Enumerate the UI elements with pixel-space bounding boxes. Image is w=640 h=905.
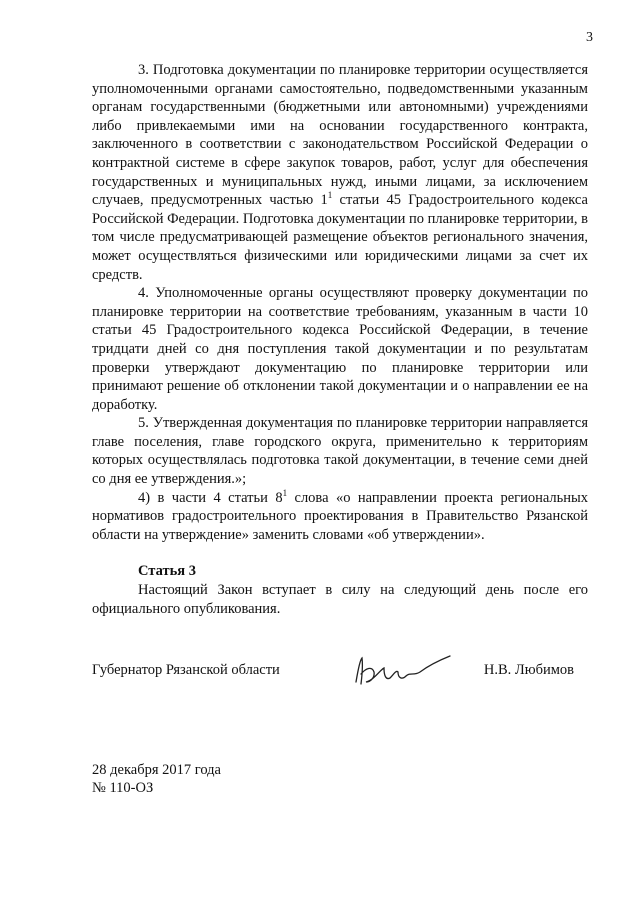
document-number: № 110-ОЗ [92,780,154,796]
item-number: 5. [138,415,149,432]
item-number: 3. [138,62,149,78]
article-text: Настоящий Закон вступает в силу на следующий день после его официального опубликования. [92,582,588,617]
item-number: 4. [138,285,149,302]
paragraph-text-continued: статьи 45 Градостроительного кодекса Российской Федерации. Подготовка документации по планировке территории, в том числе предусматривающей размещение объектов регионального значения, может осуществляться физическими или юридическими лицами за счет их средств. [92,192,588,283]
document-date: 28 декабря 2017 года [92,762,221,778]
article-title: Статья 3 [138,563,196,580]
paragraph-text: в части 4 статьи 8 [157,489,283,506]
document-footer [92,761,221,797]
superscript: 1 [282,487,288,498]
paragraph-item-4 [92,284,588,414]
paragraph-item-3 [92,61,588,284]
document-body [92,61,588,618]
paragraph-text: Уполномоченные органы осуществляют проверку документации по планировке территории на соответствие требованиям, указанным в части 10 статьи 45 Градостроительного кодекса Российской Федерации, в течение тридцати дней со дня поступления такой документации и по результатам проверки утверждают документацию по планировке территории или принимают решение об отклонении такой документации и о направлении ее на доработку. [92,285,589,413]
superscript: 1 [327,190,333,201]
signature-block [92,662,588,702]
governor-name: Н.В. Любимов [483,662,574,678]
paragraph-item-5 [92,414,588,488]
paragraph-subitem-4 [92,489,588,545]
item-number: 4) [138,489,151,506]
governor-title: Губернатор Рязанской области [92,662,280,678]
paragraph-text-continued: слова «о направлении проекта региональных нормативов градостроительного проектирования в Правительство Рязанской области на утверждение» заменить словами «об утверждении». [92,489,589,543]
handwritten-signature-icon [350,652,460,692]
page-number: 3 [586,30,593,45]
paragraph-text: Подготовка документации по планировке территории осуществляется уполномоченными органами самостоятельно, подведомственными указанным органам государственными (бюджетными или автономными) учреждениями либо привлекаемыми ими на основании государственного контракта, заключенного в соответствии с законодательством Российской Федерации о контрактной системе в сфере закупок товаров, работ, услуг для обеспечения государственных и муниципальных нужд, иными лицами, за исключением случаев, предусмотренных частью 1 [92,62,588,209]
paragraph-text: Утвержденная документация по планировке территории направляется главе поселения, главе городского округа, применительно к территориям которых осуществлялась подготовка такой документации, в течение семи дней со дня ее утверждения.»; [92,415,589,488]
